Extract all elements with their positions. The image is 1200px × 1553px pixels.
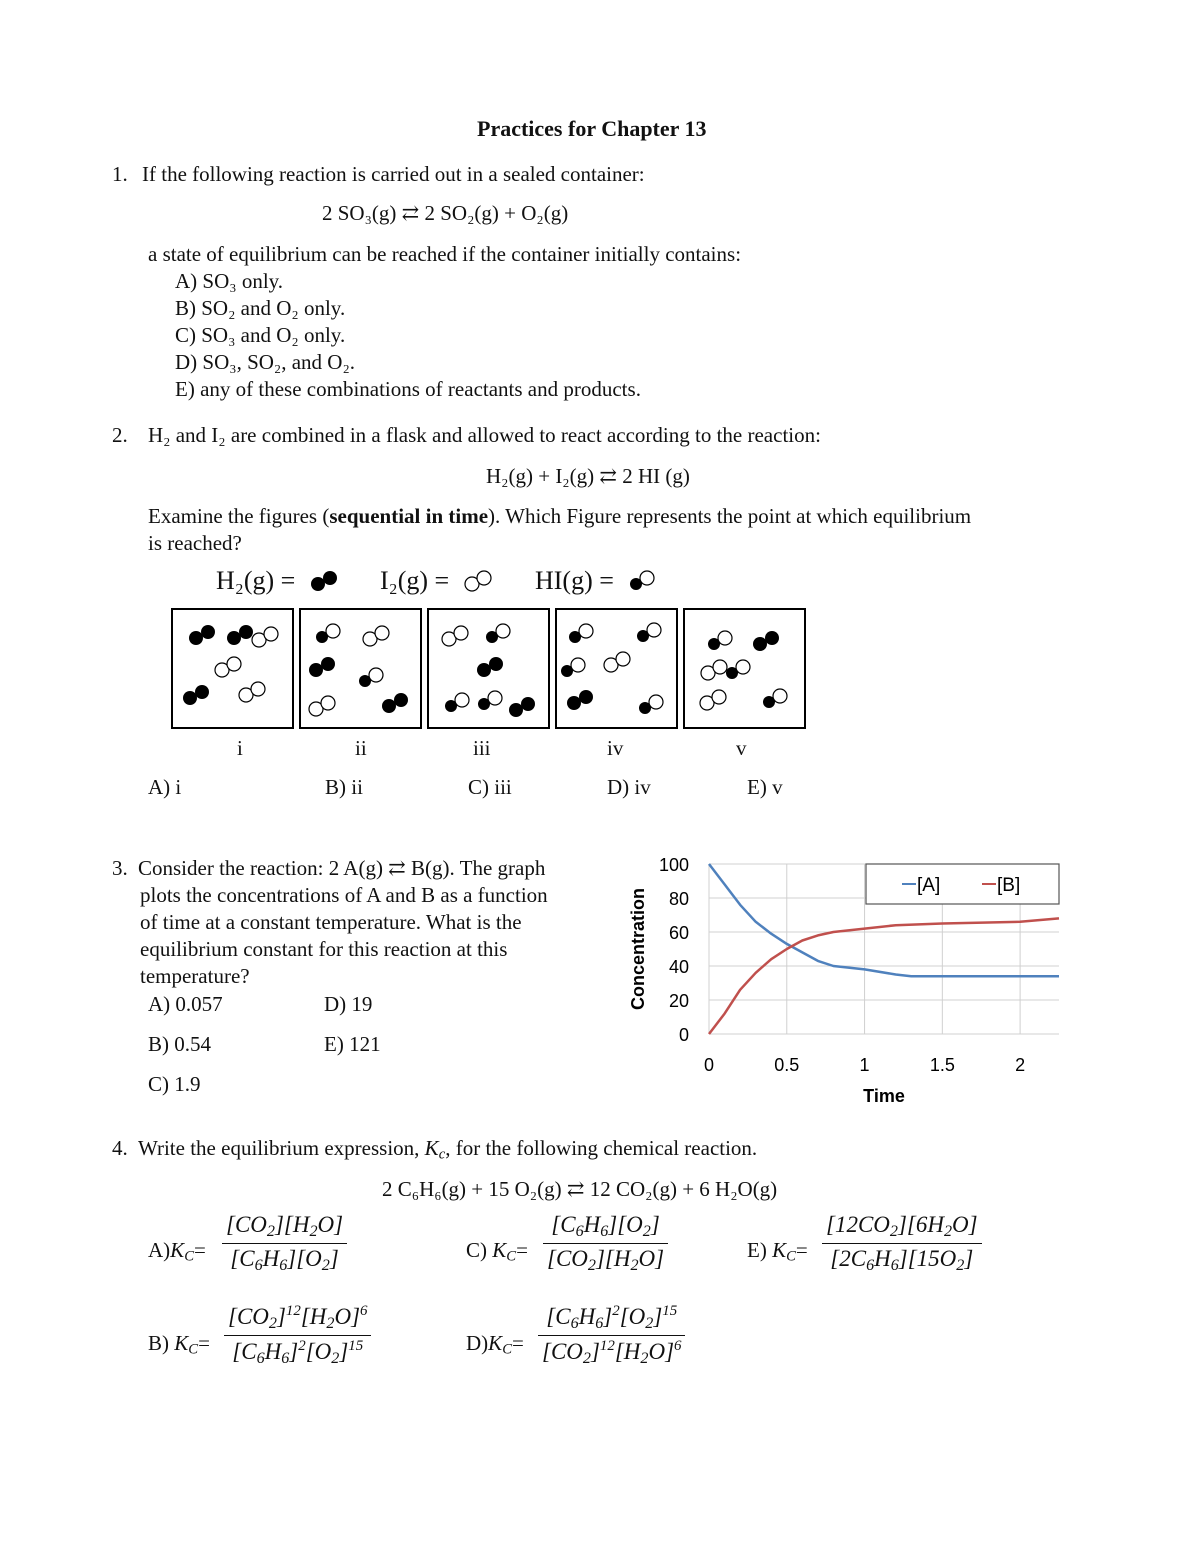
q4-equation: 2 C₆H₆(g) + 15 O₂(g) ⇄ 12 CO₂(g) + 6 H₂O(g) bbox=[382, 1177, 778, 1201]
q4-option-b-label: B) bbox=[148, 1331, 169, 1355]
equals-sign: = bbox=[516, 1238, 528, 1262]
kc-symbol: K bbox=[488, 1331, 503, 1355]
legend-h2-molecule-icon bbox=[311, 571, 337, 591]
x-tick-label: 1.5 bbox=[929, 1055, 955, 1075]
chart-legend bbox=[866, 864, 1059, 904]
kc-symbol: K bbox=[170, 1238, 185, 1262]
x-tick-label: 1 bbox=[859, 1055, 870, 1075]
q3-stem-line-2: plots the concentrations of A and B as a function bbox=[140, 883, 548, 907]
legend-hi-label: HI(g) = bbox=[535, 566, 614, 595]
q4-option-b[interactable] bbox=[148, 1331, 210, 1359]
q4-option-a[interactable] bbox=[148, 1238, 206, 1266]
q2-option-c[interactable]: C) iii bbox=[468, 775, 512, 799]
q1-prompt: a state of equilibrium can be reached if the container initially contains: bbox=[148, 242, 742, 266]
q1-option-d[interactable]: D) SO₃, SO₂, and O₂. bbox=[175, 350, 356, 374]
equals-sign: = bbox=[198, 1331, 210, 1355]
q3-stem-line-5: temperature? bbox=[140, 964, 250, 988]
q4-stem bbox=[138, 1136, 757, 1164]
x-tick-label: 2 bbox=[1015, 1055, 1026, 1075]
q3-stem-line-1: Consider the reaction: 2 A(g) ⇄ B(g). The graph bbox=[138, 856, 546, 880]
q4-number: 4. bbox=[112, 1136, 128, 1160]
q3-number: 3. bbox=[112, 856, 128, 880]
equals-sign: = bbox=[795, 1238, 808, 1262]
legend-h2-label: H₂(g) = bbox=[216, 566, 296, 595]
q2-option-e[interactable]: E) v bbox=[747, 775, 783, 799]
chart-y-axis-label: Concentration bbox=[628, 887, 648, 1011]
legend-i2-molecule-icon bbox=[465, 571, 491, 591]
kc-subscript: C bbox=[184, 1248, 194, 1265]
figure-label-v: v bbox=[736, 736, 747, 760]
q1-option-b[interactable]: B) SO₂ and O₂ only. bbox=[175, 296, 346, 320]
legend-a-label: [A] bbox=[917, 875, 941, 896]
q2-stem: H₂ and I₂ are combined in a flask and allowed to react according to the reaction: bbox=[148, 423, 821, 447]
q3-option-b[interactable]: B) 0.54 bbox=[148, 1032, 211, 1056]
y-tick-label: 60 bbox=[668, 923, 689, 943]
q3-option-c[interactable]: C) 1.9 bbox=[148, 1072, 201, 1096]
q2-examine-bold: sequential in time bbox=[329, 504, 489, 528]
q4-stem-pre: Write the equilibrium expression, bbox=[138, 1136, 425, 1160]
q4-option-a-fraction: $[CO_2][H_2O]$ $[C_6H_6][O_2]$ bbox=[222, 1212, 347, 1275]
q4-option-e[interactable] bbox=[747, 1238, 808, 1266]
page-title: Practices for Chapter 13 bbox=[477, 116, 707, 141]
q1-equation: 2 SO₃(g) ⇄ 2 SO₂(g) + O₂(g) bbox=[322, 201, 569, 225]
legend-b-label: [B] bbox=[997, 875, 1021, 896]
q4-option-b-fraction: $[CO_2]^{12}[H_2O]^6$ $[C_6H_6]^2[O_2]^{15}$ bbox=[224, 1303, 371, 1368]
q4-option-c-fraction: $[C_6H_6][O_2]$ $[CO_2][H_2O]$ bbox=[543, 1212, 668, 1275]
q4-stem-post: , for the following chemical reaction. bbox=[445, 1136, 758, 1160]
y-tick-label: 100 bbox=[658, 855, 689, 875]
q4-option-a-label: A) bbox=[148, 1238, 171, 1262]
q1-option-a[interactable]: A) SO₃ only. bbox=[175, 269, 284, 293]
q4-stem-ksub: c bbox=[438, 1146, 446, 1163]
q3-option-d[interactable]: D) 19 bbox=[324, 992, 373, 1016]
legend-i2-label: I₂(g) = bbox=[380, 566, 450, 595]
q4-option-d[interactable] bbox=[466, 1331, 524, 1359]
legend-hi-molecule-icon bbox=[630, 571, 654, 590]
figure-box-ii[interactable] bbox=[300, 609, 421, 728]
q2-equation: H₂(g) + I₂(g) ⇄ 2 HI (g) bbox=[486, 464, 690, 488]
kc-symbol: K bbox=[174, 1331, 189, 1355]
q2-option-d[interactable]: D) iv bbox=[607, 775, 651, 799]
q1-option-e[interactable]: E) any of these combinations of reactants and products. bbox=[175, 377, 641, 401]
y-tick-label: 80 bbox=[668, 889, 689, 909]
figure-label-ii: ii bbox=[355, 736, 367, 760]
figure-box-iii[interactable] bbox=[428, 609, 549, 728]
q2-examine-pre: Examine the figures ( bbox=[148, 504, 330, 528]
q4-option-c[interactable] bbox=[466, 1238, 528, 1266]
q4-option-e-label: E) bbox=[747, 1238, 767, 1262]
q1-stem: If the following reaction is carried out in a sealed container: bbox=[142, 162, 645, 186]
q2-number: 2. bbox=[112, 423, 128, 447]
y-tick-label: 20 bbox=[668, 991, 689, 1011]
q3-option-e[interactable]: E) 121 bbox=[324, 1032, 381, 1056]
q4-option-c-label: C) bbox=[466, 1238, 487, 1262]
figure-box-v[interactable] bbox=[684, 609, 805, 728]
kc-symbol: K bbox=[492, 1238, 507, 1262]
q2-option-a[interactable]: A) i bbox=[148, 775, 182, 799]
equals-sign: = bbox=[193, 1238, 206, 1262]
figure-label-i: i bbox=[237, 736, 243, 760]
kc-subscript: C bbox=[188, 1341, 199, 1358]
figure-label-iii: iii bbox=[473, 736, 491, 760]
q3-stem-line-4: equilibrium constant for this reaction at this bbox=[140, 937, 508, 961]
kc-subscript: C bbox=[502, 1341, 512, 1358]
x-tick-label: 0.5 bbox=[774, 1055, 800, 1075]
y-tick-label: 40 bbox=[668, 957, 689, 977]
kc-subscript: C bbox=[506, 1248, 517, 1265]
figure-box-i[interactable] bbox=[172, 609, 293, 728]
q3-option-a[interactable]: A) 0.057 bbox=[148, 992, 223, 1016]
figure-box-iv[interactable] bbox=[556, 609, 677, 728]
x-tick-label: 0 bbox=[703, 1055, 715, 1075]
chart-x-axis-label: Time bbox=[863, 1086, 905, 1106]
q2-examine-post: ). Which Figure represents the point at which equilibrium bbox=[488, 504, 972, 528]
kc-subscript: C bbox=[786, 1248, 796, 1265]
figure-label-iv: iv bbox=[607, 736, 624, 760]
equals-sign: = bbox=[511, 1331, 524, 1355]
q4-option-d-fraction: $[C_6H_6]^2[O_2]^{15}$ $[CO_2]^{12}[H_2O]^6$ bbox=[538, 1303, 685, 1368]
q1-number: 1. bbox=[112, 162, 128, 186]
q4-stem-k: K bbox=[424, 1136, 439, 1160]
q4-option-e-fraction: $[12CO_2][6H_2O]$ $[2C_6H_6][15O_2]$ bbox=[822, 1212, 982, 1275]
q2-examine-line2: is reached? bbox=[148, 531, 242, 555]
q4-option-d-label: D) bbox=[466, 1331, 489, 1355]
concentration-chart bbox=[620, 846, 1070, 1111]
q2-option-b[interactable]: B) ii bbox=[325, 775, 363, 799]
kc-symbol: K bbox=[772, 1238, 787, 1262]
y-tick-label: 0 bbox=[678, 1025, 689, 1045]
q1-option-c[interactable]: C) SO₃ and O₂ only. bbox=[175, 323, 346, 347]
q3-stem-line-3: of time at a constant temperature. What is the bbox=[140, 910, 522, 934]
